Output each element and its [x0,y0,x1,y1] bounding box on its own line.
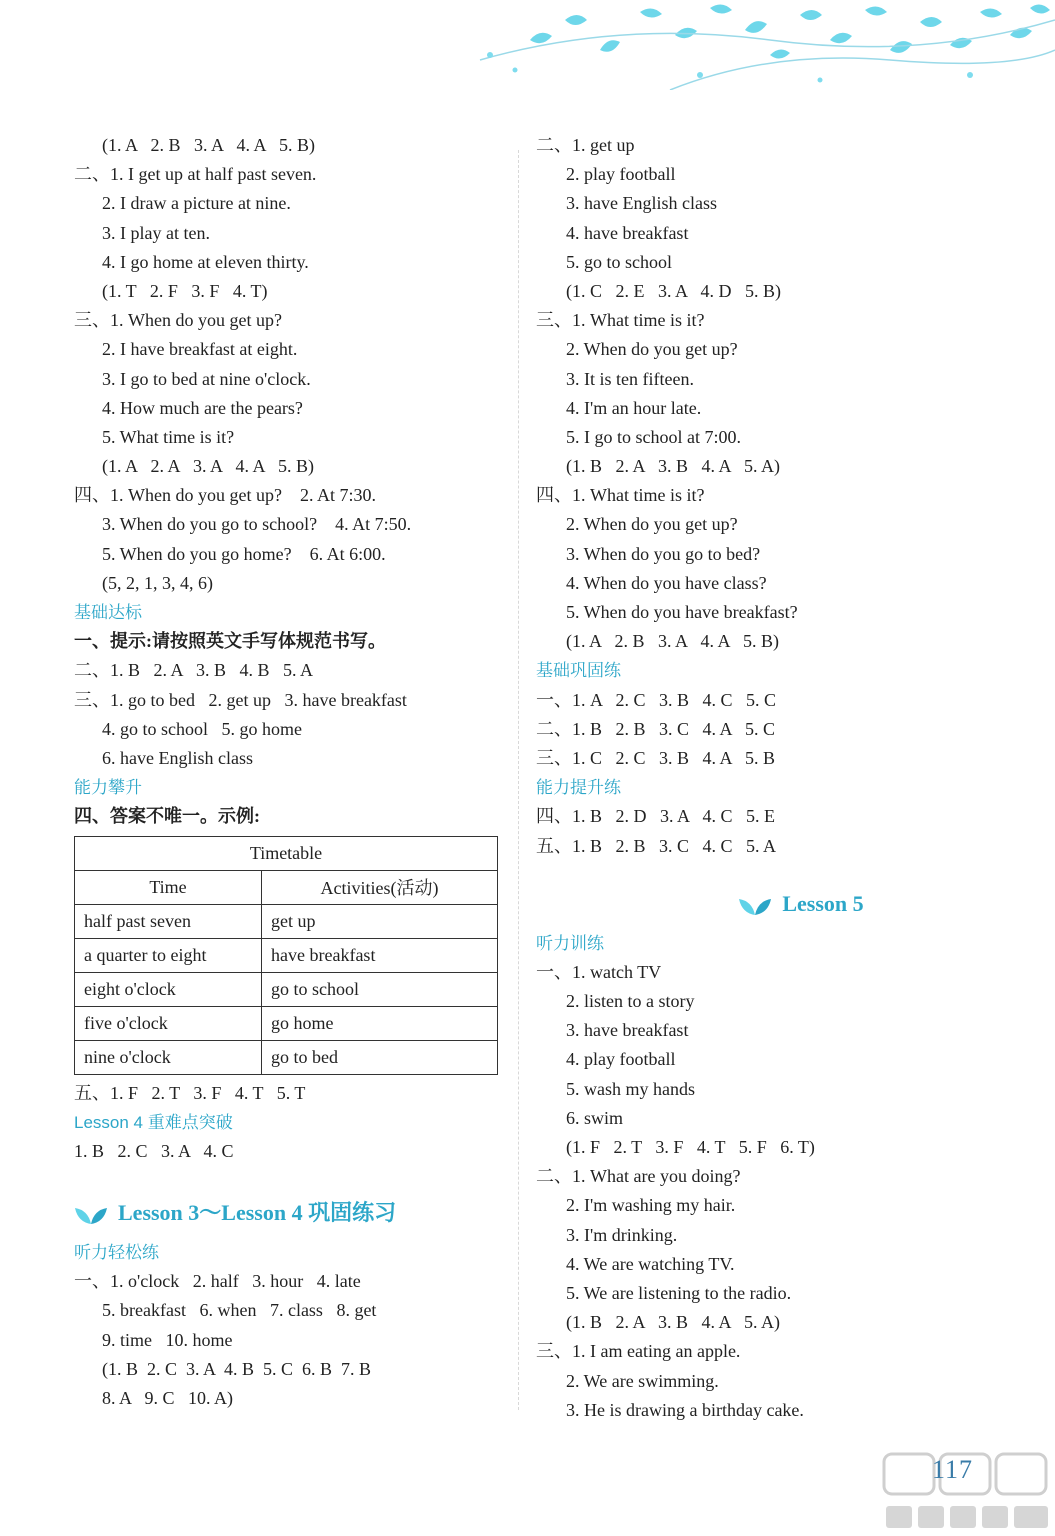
section-heading-consolidate: 基础巩固练 [536,661,621,681]
answer-line: 2. We are swimming. [566,1370,719,1391]
table-row [75,972,498,1006]
answer-line: 2. When do you get up? [566,339,738,360]
answer-line: 6. have English class [102,747,253,768]
timetable-header-activities: Activities(活动) [262,870,498,904]
answer-line: 5. I go to school at 7:00. [566,426,741,447]
table-row [75,938,498,972]
timetable-header-time: Time [75,870,262,904]
column-divider [518,150,519,1410]
answer-line: 2. I have breakfast at eight. [102,339,298,360]
answer-line: 3. When do you go to school? 4. At 7:50. [102,514,412,535]
answer-line: 4. play football [566,1049,676,1070]
answer-line: 6. swim [566,1107,624,1128]
answer-line: 3. He is drawing a birthday cake. [566,1399,804,1420]
answer-line: (1. C 2. E 3. A 4. D 5. B) [566,280,782,301]
answer-line: (1. B 2. A 3. B 4. A 5. A) [566,456,781,477]
lesson-title-text: Lesson 3～Lesson 4 巩固练习 [118,1200,397,1226]
answer-line: 二、1. What are you doing? [536,1166,741,1187]
answer-line: 1. B 2. C 3. A 4. C [74,1140,234,1161]
answer-line: 4. go to school 5. go home [102,718,302,739]
answer-line: 四、1. When do you get up? 2. At 7:30. [74,485,376,506]
leaf-icon [74,1204,108,1226]
answer-line: 5. go to school [566,251,672,272]
answer-line: 2. When do you get up? [566,514,738,535]
section-heading-listening: 听力训练 [536,933,604,953]
timetable-title: Timetable [75,836,498,870]
answer-line: 4. I go home at eleven thirty. [102,251,309,272]
answer-line: (1. A 2. B 3. A 4. A 5. B) [102,135,316,155]
answer-line: 二、1. B 2. A 3. B 4. B 5. A [74,660,314,681]
answer-line: 5. breakfast 6. when 7. class 8. get [102,1300,377,1321]
answer-line: (1. A 2. A 3. A 4. A 5. B) [102,456,315,477]
lesson-5-title [536,879,1016,929]
lesson-title-text: Lesson 5 [782,890,864,916]
answer-line: 四、1. B 2. D 3. A 4. C 5. E [536,806,776,827]
answer-line: 五、1. F 2. T 3. F 4. T 5. T [74,1082,306,1103]
table-cell: go to bed [262,1040,498,1074]
answer-line: 3. When do you go to bed? [566,543,761,564]
table-cell: half past seven [75,904,262,938]
table-cell: go home [262,1006,498,1040]
answer-line: 3. have breakfast [566,1020,689,1041]
answer-line: 2. I'm washing my hair. [566,1195,736,1216]
answer-line: 一、提示:请按照英文手写体规范书写。 [74,631,386,652]
answer-line: 3. It is ten fifteen. [566,368,694,389]
answer-line: 3. I play at ten. [102,222,210,243]
answer-line: 4. I'm an hour late. [566,397,702,418]
right-column [536,131,1016,1425]
answer-line: (1. B 2. A 3. B 4. A 5. A) [566,1312,781,1333]
answer-line: (1. B 2. C 3. A 4. B 5. C 6. B 7. B [102,1358,372,1379]
decorative-leaves [470,0,1055,90]
answer-line: (1. A 2. B 3. A 4. A 5. B) [566,631,780,652]
answer-line: 5. wash my hands [566,1078,695,1099]
answer-line: 5. When do you have breakfast? [566,602,798,622]
table-row [75,904,498,938]
answer-line: 二、1. B 2. B 3. C 4. A 5. C [536,718,776,739]
table-cell: eight o'clock [75,972,262,1006]
leaf-icon [738,895,772,917]
table-cell: get up [262,904,498,938]
answer-line: 四、1. What time is it? [536,485,705,506]
answer-line: 4. How much are the pears? [102,397,303,418]
section-heading-improve: 能力提升练 [536,778,621,798]
table-cell: go to school [262,972,498,1006]
answer-line: 5. When do you go home? 6. At 6:00. [102,543,386,564]
page-number: 117 [932,1455,974,1484]
answer-line: 3. have English class [566,193,717,214]
timetable [74,836,498,1075]
answer-line: 三、1. I am eating an apple. [536,1341,741,1362]
answer-line: 二、1. I get up at half past seven. [74,164,317,185]
answer-line: 一、1. watch TV [536,961,662,982]
lesson-3-4-title [74,1188,504,1238]
answer-line: 三、1. go to bed 2. get up 3. have breakfast [74,689,407,710]
answer-line: 5. What time is it? [102,426,235,447]
section-heading-key: Lesson 4 重难点突破 [74,1112,233,1132]
answer-line: 3. I'm drinking. [566,1224,678,1245]
answer-line: 一、1. o'clock 2. half 3. hour 4. late [74,1271,361,1292]
answer-line: 2. play football [566,164,676,185]
table-cell: nine o'clock [75,1040,262,1074]
section-heading-listening: 听力轻松练 [74,1243,159,1263]
answer-line: 9. time 10. home [102,1329,233,1350]
answer-line: (5, 2, 1, 3, 4, 6) [102,572,213,593]
left-column [74,131,504,1413]
answer-line: 三、1. C 2. C 3. B 4. A 5. B [536,747,776,768]
answer-line: 2. listen to a story [566,991,695,1012]
answer-line: 一、1. A 2. C 3. B 4. C 5. C [536,689,777,710]
answer-line: (1. T 2. F 3. F 4. T) [102,280,268,301]
answer-line: 2. I draw a picture at nine. [102,193,291,214]
answer-line: 3. I go to bed at nine o'clock. [102,368,311,389]
answer-line: 8. A 9. C 10. A) [102,1388,234,1408]
table-cell: have breakfast [262,938,498,972]
answer-line: 三、1. When do you get up? [74,310,282,331]
section-heading-basic: 基础达标 [74,603,142,622]
answer-line: 五、1. B 2. B 3. C 4. C 5. A [536,835,777,856]
answer-line: 二、1. get up [536,135,635,155]
answer-line: 4. When do you have class? [566,572,767,593]
table-row [75,1006,498,1040]
section-heading-ability: 能力攀升 [74,778,142,798]
answer-line: 5. We are listening to the radio. [566,1282,792,1303]
table-row [75,1040,498,1074]
table-cell: a quarter to eight [75,938,262,972]
answer-line: 三、1. What time is it? [536,310,705,331]
answer-note: 四、答案不唯一。示例: [74,806,260,827]
answer-line: 4. We are watching TV. [566,1253,735,1274]
table-cell: five o'clock [75,1006,262,1040]
answer-line: (1. F 2. T 3. F 4. T 5. F 6. T) [566,1137,815,1157]
answer-line: 4. have breakfast [566,222,689,243]
